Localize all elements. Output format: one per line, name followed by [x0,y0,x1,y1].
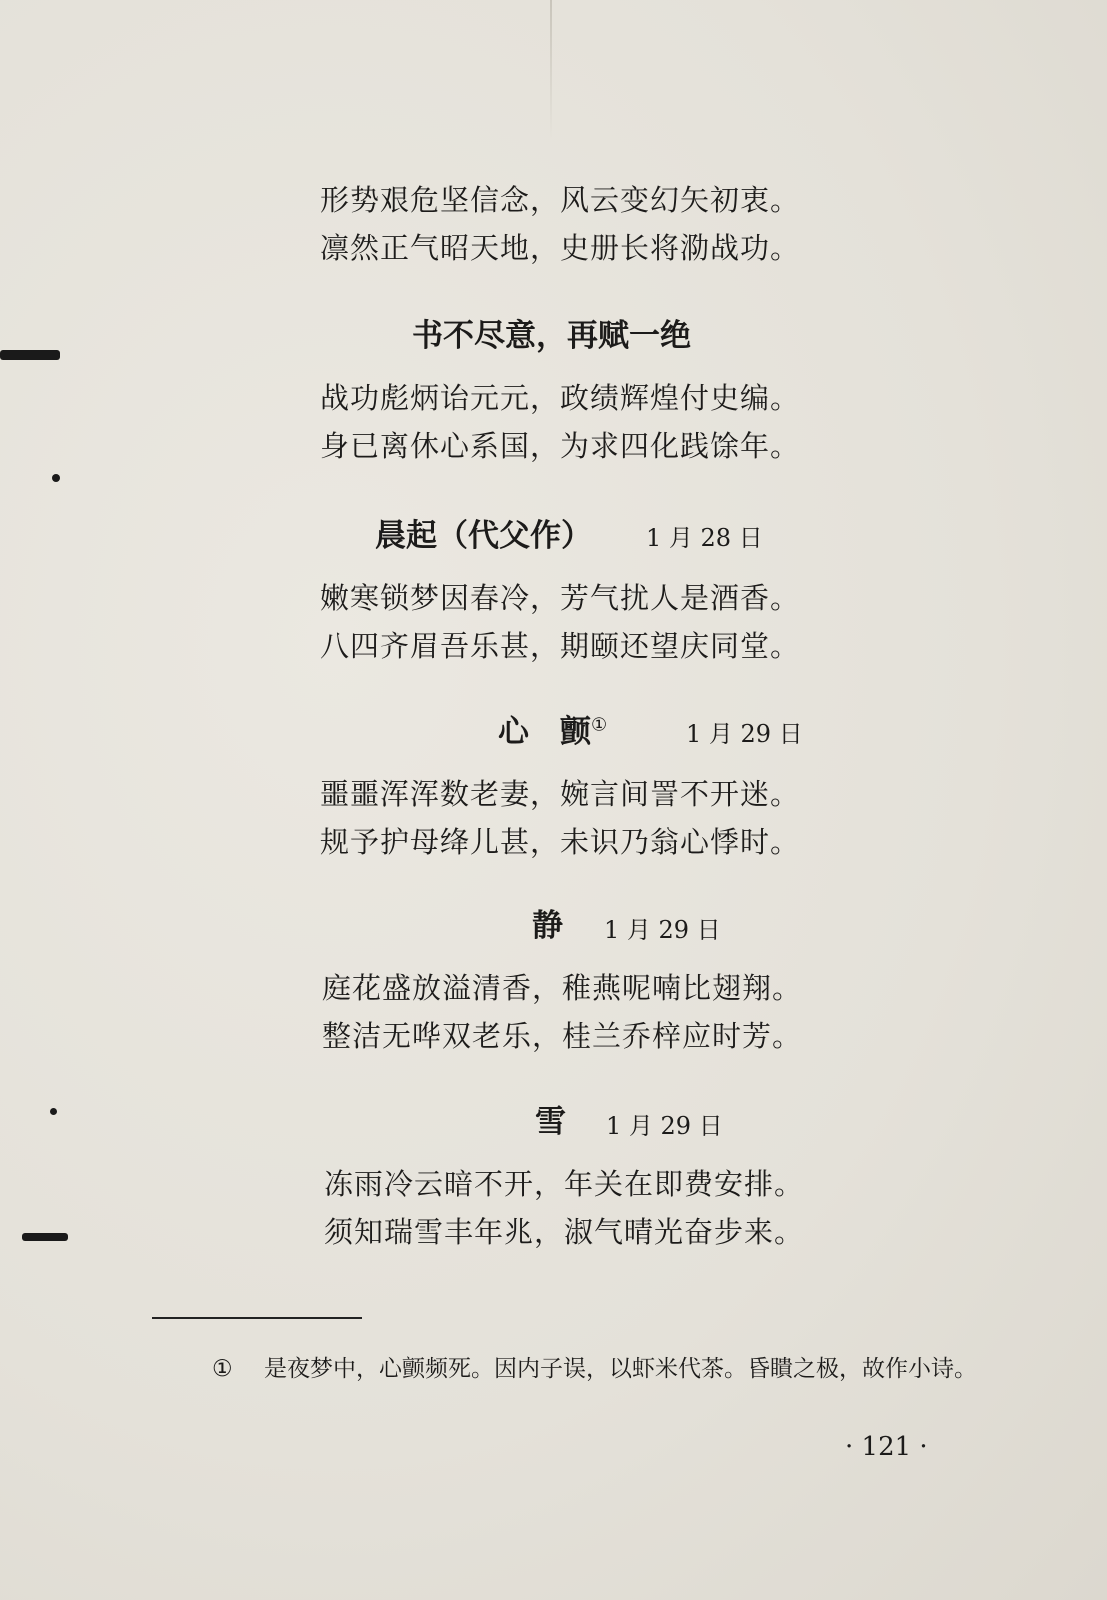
poem-line: 战功彪炳诒元元，政绩辉煌付史编。 [320,381,801,415]
page-number: · 121 · [845,1432,928,1462]
poem-line: 整洁无哗双老乐，桂兰乔梓应时芳。 [322,1019,803,1053]
poem-line: 凛然正气昭天地，史册长将泐战功。 [320,231,801,265]
poem-title: 书不尽意，再赋一绝 [412,318,691,354]
poem-line: 庭花盛放溢清香，稚燕呢喃比翅翔。 [322,971,803,1005]
poem-line: 冻雨冷云暗不开，年关在即费安排。 [324,1167,805,1201]
poem-title: 雪 [535,1104,566,1140]
binding-hole-4 [22,1233,68,1241]
poem-line: 须知瑞雪丰年兆，淑气晴光奋步来。 [324,1215,805,1249]
poem-title-text: 心 颤 [498,714,591,750]
footnote-reference: ① [591,714,608,736]
poem-date: 1 月 29 日 [604,916,721,944]
poem-title [498,706,607,751]
poem-date: 1 月 29 日 [686,720,803,748]
footnote-text: 是夜梦中，心颤频死。因内子误，以虾米代茶。昏瞶之极，故作小诗。 [264,1356,977,1382]
binding-hole-1 [0,350,60,360]
poem-line: 身已离休心系国，为求四化践馀年。 [320,429,801,463]
footnote-divider [152,1317,362,1319]
poem-line: 规予护母绛儿甚，未识乃翁心悸时。 [320,825,801,859]
poem-title: 静 [532,908,563,944]
poem-date: 1 月 29 日 [606,1112,723,1140]
poem-title: 晨起（代父作） [375,518,592,554]
binding-hole-3 [50,1108,57,1115]
poem-line: 形势艰危坚信念，风云变幻矢初衷。 [320,183,801,217]
binding-hole-2 [52,474,60,482]
poem-line: 八四齐眉吾乐甚，期颐还望庆同堂。 [320,629,801,663]
footnote-number: ① [212,1356,233,1382]
page-crease [550,0,552,140]
poem-line: 嫩寒锁梦因春冷，芳气扰人是酒香。 [320,581,801,615]
poem-date: 1 月 28 日 [646,524,763,552]
poem-line: 噩噩浑浑数老妻，婉言间詈不开迷。 [320,777,801,811]
